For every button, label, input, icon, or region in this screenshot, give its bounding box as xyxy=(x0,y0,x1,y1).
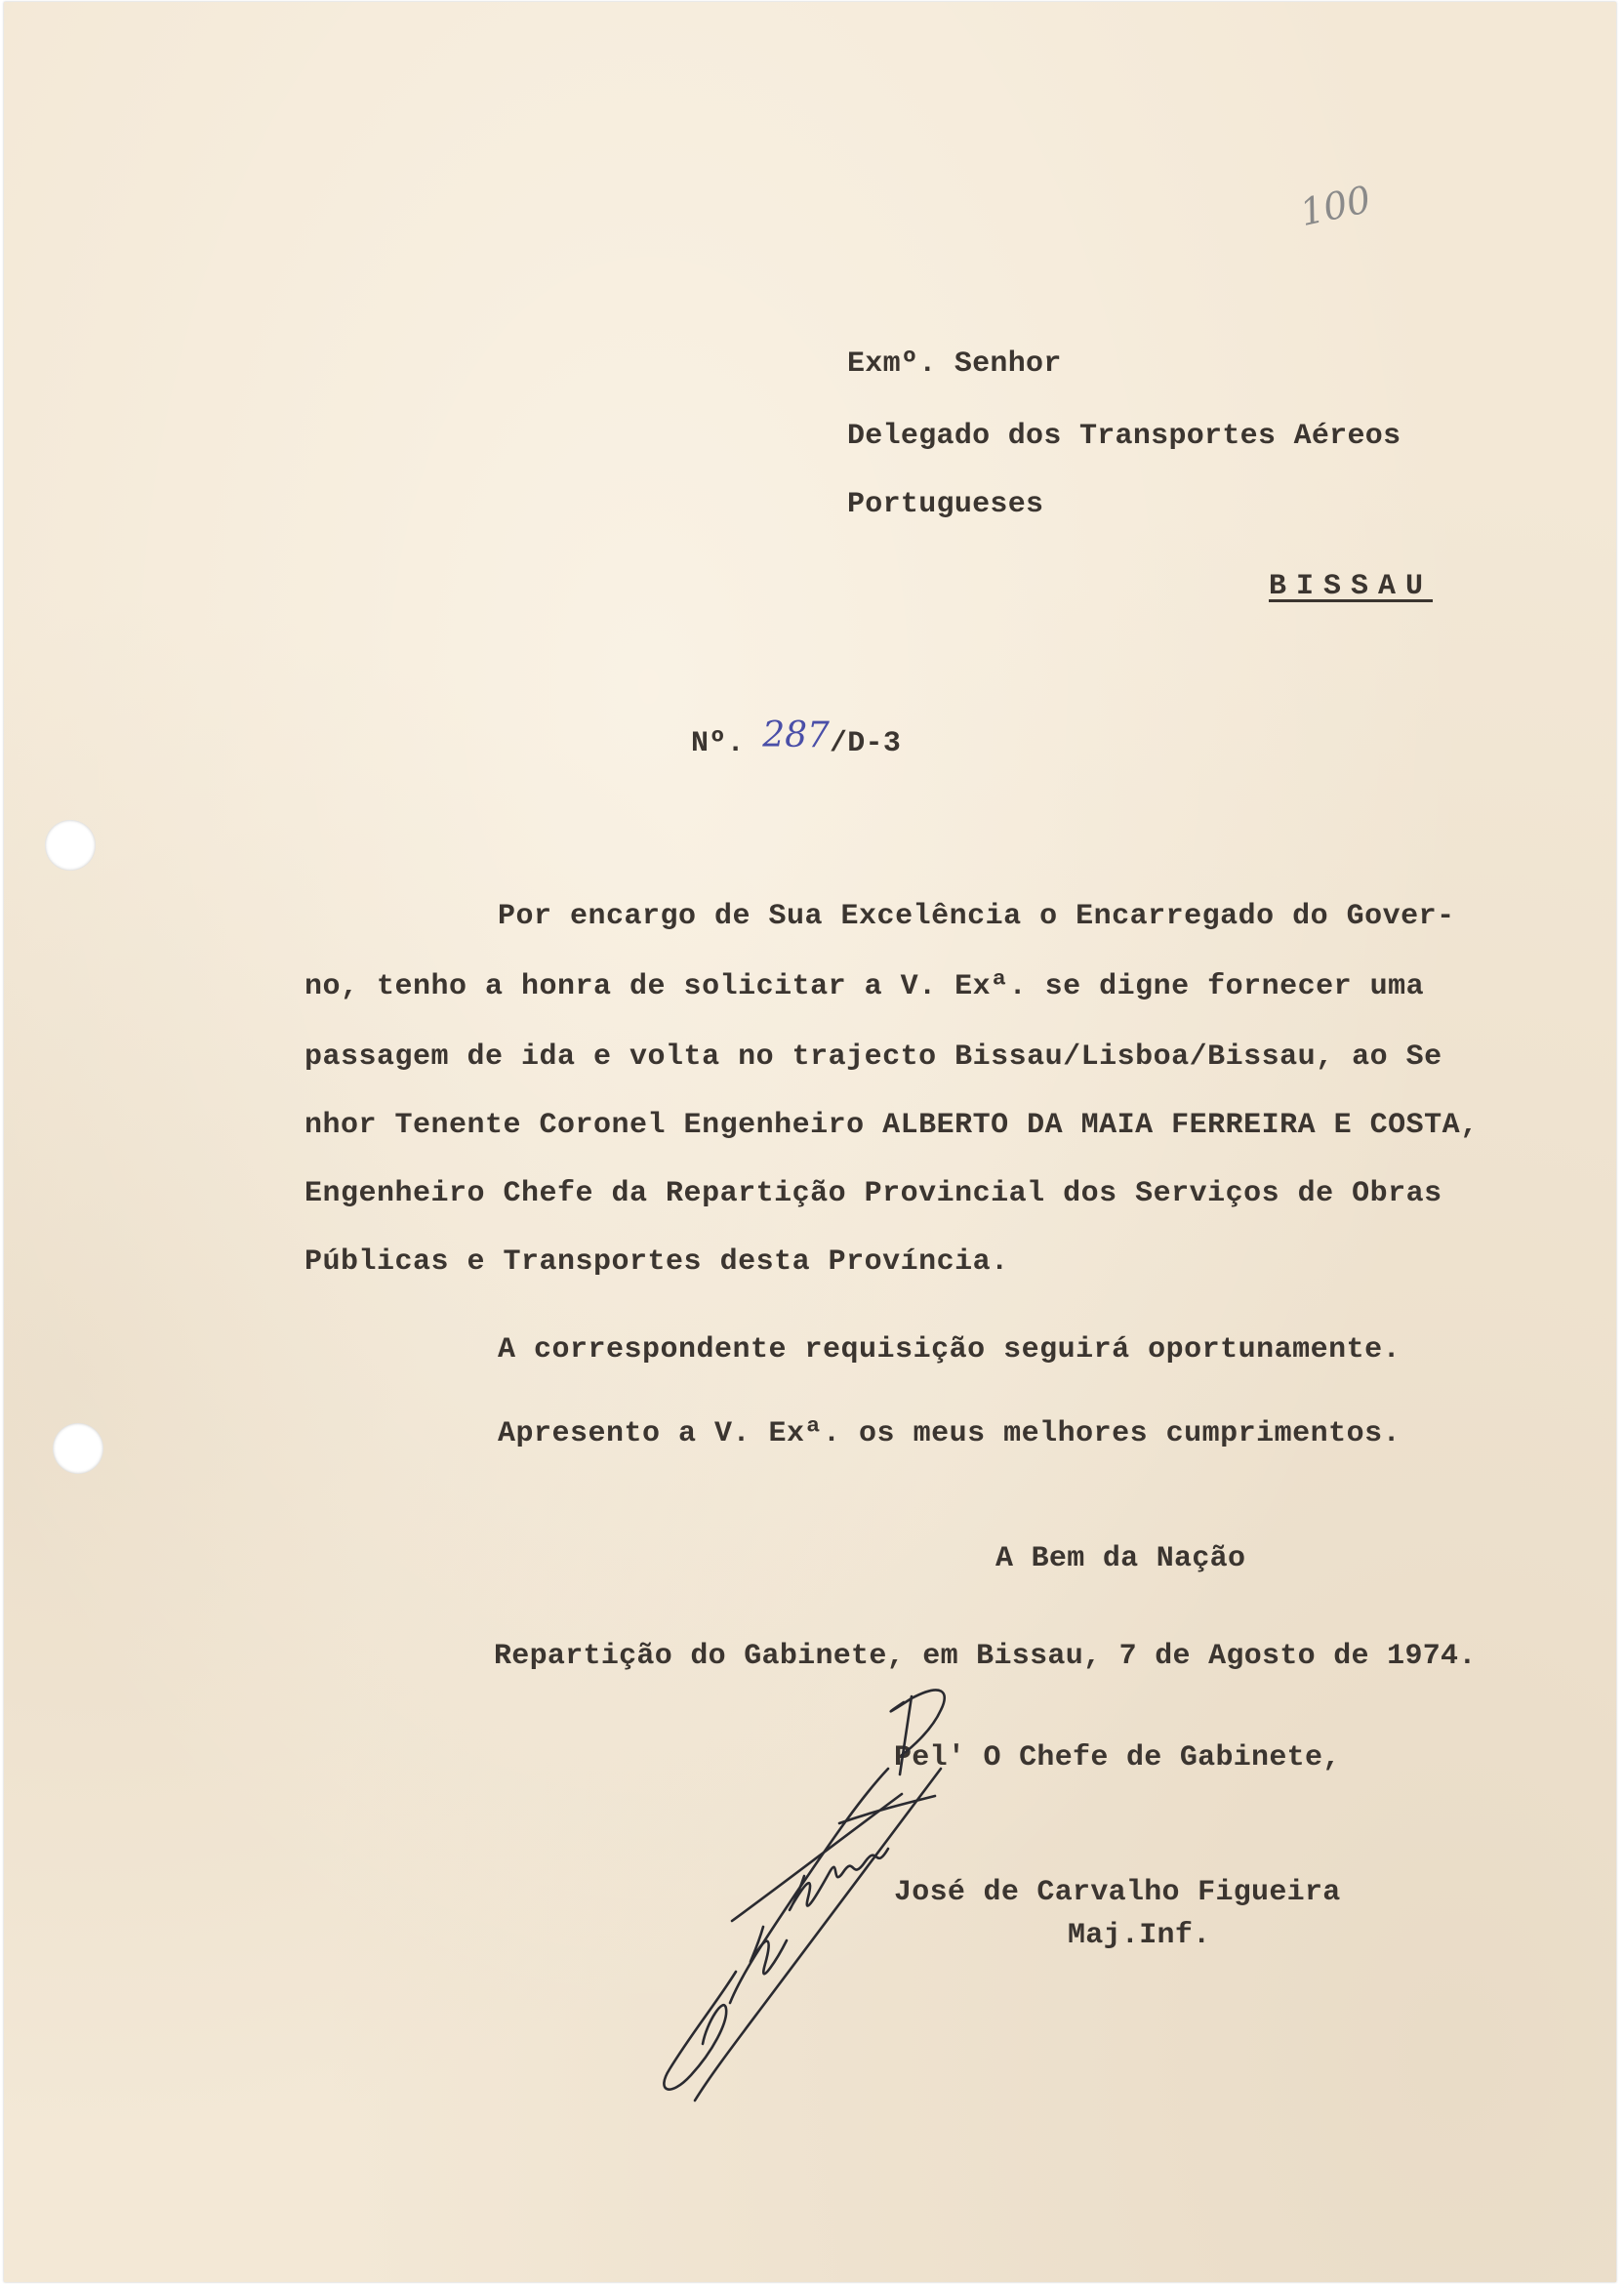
body-paragraph-requisition: A correspondente requisição seguirá oportunamente. xyxy=(498,1333,1401,1366)
reference-handwritten-number: 287 xyxy=(762,715,830,755)
body-line: Públicas e Transportes desta Província. xyxy=(304,1245,1009,1279)
body-line: passagem de ida e volta no trajecto Bissau/Lisboa/Bissau, ao Se xyxy=(304,1040,1442,1074)
punch-hole-top xyxy=(45,820,96,871)
pencil-number: 100 xyxy=(1296,177,1375,235)
handwritten-signature xyxy=(648,1681,999,2110)
body-line: Engenheiro Chefe da Repartição Provincial dos Serviços de Obras xyxy=(304,1177,1442,1210)
closing-role: Pel' O Chefe de Gabinete, xyxy=(894,1741,1341,1774)
signatory-name: José de Carvalho Figueira xyxy=(894,1876,1341,1909)
reference-number xyxy=(691,715,902,760)
body-line: nhor Tenente Coronel Engenheiro ALBERTO DA MAIA FERREIRA E COSTA, xyxy=(304,1109,1479,1142)
reference-suffix: /D-3 xyxy=(829,727,902,760)
signatory-rank: Maj.Inf. xyxy=(1068,1919,1211,1952)
addressee-organization: Portugueses xyxy=(847,488,1044,521)
addressee-city: BISSAU xyxy=(1269,570,1434,603)
reference-prefix: Nº. xyxy=(691,727,763,760)
body-line: no, tenho a honra de solicitar a V. Exª. se digne fornecer uma xyxy=(304,970,1425,1003)
addressee-salutation: Exmº. Senhor xyxy=(847,347,1062,381)
body-paragraph-greetings: Apresento a V. Exª. os meus melhores cumprimentos. xyxy=(498,1417,1401,1450)
addressee-title: Delegado dos Transportes Aéreos xyxy=(847,420,1401,453)
closing-motto: A Bem da Nação xyxy=(995,1542,1246,1575)
letter-page xyxy=(4,2,1616,2282)
punch-hole-bottom xyxy=(53,1423,103,1474)
closing-place-date: Repartição do Gabinete, em Bissau, 7 de Agosto de 1974. xyxy=(494,1640,1477,1673)
body-line: Por encargo de Sua Excelência o Encarregado do Gover- xyxy=(498,900,1455,933)
